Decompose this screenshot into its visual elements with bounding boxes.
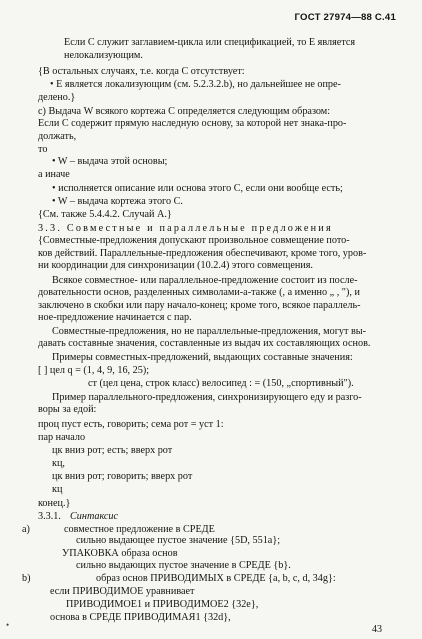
running-head: ГОСТ 27974—88 С.41	[294, 12, 396, 23]
text-line: • W – выдача этой основы;	[52, 156, 168, 168]
code-line: цк вниз рот; есть; вверх рот	[52, 444, 173, 456]
text-line: {В остальных случаях, т.е. когда С отсутствует:	[38, 65, 245, 77]
text-line: Совместные-предложения, но не параллельные-предложения, могут вы-	[52, 326, 367, 337]
text-line: воры за едой:	[38, 404, 97, 416]
text-line: ни координации для синхронизации (10.2.4) этого совмещения.	[38, 260, 313, 271]
text-line: ное-предложение начинается с пар.	[38, 311, 192, 323]
text-line: • W – выдача кортежа этого С.	[52, 195, 183, 207]
text-line: Примеры совместных-предложений, выдающих составные значения:	[52, 351, 353, 363]
text-line: • E является локализующим (см. 5.2.3.2.b), но дальнейшее не опре-	[50, 78, 341, 90]
text-line: ков действий. Параллельные-предложения обеспечивают, кроме того, уров-	[38, 247, 367, 259]
rule-line: УПАКОВКА образа основ	[62, 547, 178, 559]
text-line: Пример параллельного-предложения, синхронизирующего еду и разго-	[52, 392, 362, 403]
rule-line: сильно выдающее пустое значение {5D, 551a};	[76, 535, 281, 547]
page-number: 43	[372, 624, 382, 635]
text-line: делено.}	[38, 91, 76, 103]
subsection-title: Синтаксис	[70, 510, 119, 522]
text-line: Если C служит заглавием-цикла или спецификацией, то E является	[64, 37, 356, 49]
rule-line: основа в СРЕДЕ ПРИВОДИМАЯ1 {32d},	[50, 612, 231, 624]
code-line: цк вниз рот; говорить; вверх рот	[52, 471, 193, 483]
subsection-number: 3.3.1.	[38, 510, 61, 522]
rule-line: ПРИВОДИМОЕ1 и ПРИВОДИМОЕ2 {32e},	[66, 599, 259, 611]
code-line: кц	[52, 484, 63, 496]
rule-line: образ основ ПРИВОДИМЫХ в СРЕДЕ {a, b, c, d, 34g}:	[96, 573, 336, 585]
code-line: ст (цел цена, строк класс) велосипед : = (150, „спортивный").	[88, 377, 354, 389]
code-line: кц,	[52, 458, 65, 469]
code-line: конец.}	[38, 497, 71, 509]
rule-line: совместное предложение в СРЕДЕ	[64, 524, 215, 535]
text-line: нелокализующим.	[64, 49, 143, 61]
text-line: довательности основ, разделенных символами-а-также (, а именно „ , "), и	[38, 287, 360, 299]
code-line: пар начало	[38, 431, 86, 443]
text-line: Если С содержит прямую наследную основу, за которой нет знака-про-	[38, 118, 347, 130]
rule-label: a)	[22, 524, 30, 535]
text-line: а иначе	[38, 169, 70, 181]
section-heading: 3.3. Совместные и параллельные предложения	[38, 223, 333, 234]
text-line: {См. также 5.4.4.2. Случай А.}	[38, 209, 172, 220]
rule-line: сильно выдающих пустое значение в СРЕДЕ {b}.	[76, 560, 291, 572]
margin-mark: •	[6, 620, 10, 630]
text-line: то	[38, 143, 48, 155]
text-line: давать составные значения, составленные из выдач их составляющих основ.	[38, 338, 371, 350]
text-line: c) Выдача W всякого кортежа С определяется следующим образом:	[38, 106, 331, 117]
code-line: [ ] цел q = (1, 4, 9, 16, 25);	[38, 364, 150, 376]
code-line: проц пуст есть, говорить; сема рот = уст 1:	[38, 419, 224, 431]
text-line: {Совместные-предложения допускают произвольное совмещение пото-	[38, 235, 350, 247]
text-line: Всякое совместное- или параллельное-предложение состоит из после-	[52, 275, 358, 286]
rule-label: b)	[22, 573, 31, 585]
rule-line: если ПРИВОДИМОЕ уравнивает	[50, 586, 195, 598]
text-line: заключено в скобки или пару начало-конец; кроме того, всякое параллель-	[38, 299, 361, 311]
text-line: • исполняется описание или основа этого С, если они вообще есть;	[52, 182, 343, 194]
text-line: должать,	[38, 130, 77, 142]
